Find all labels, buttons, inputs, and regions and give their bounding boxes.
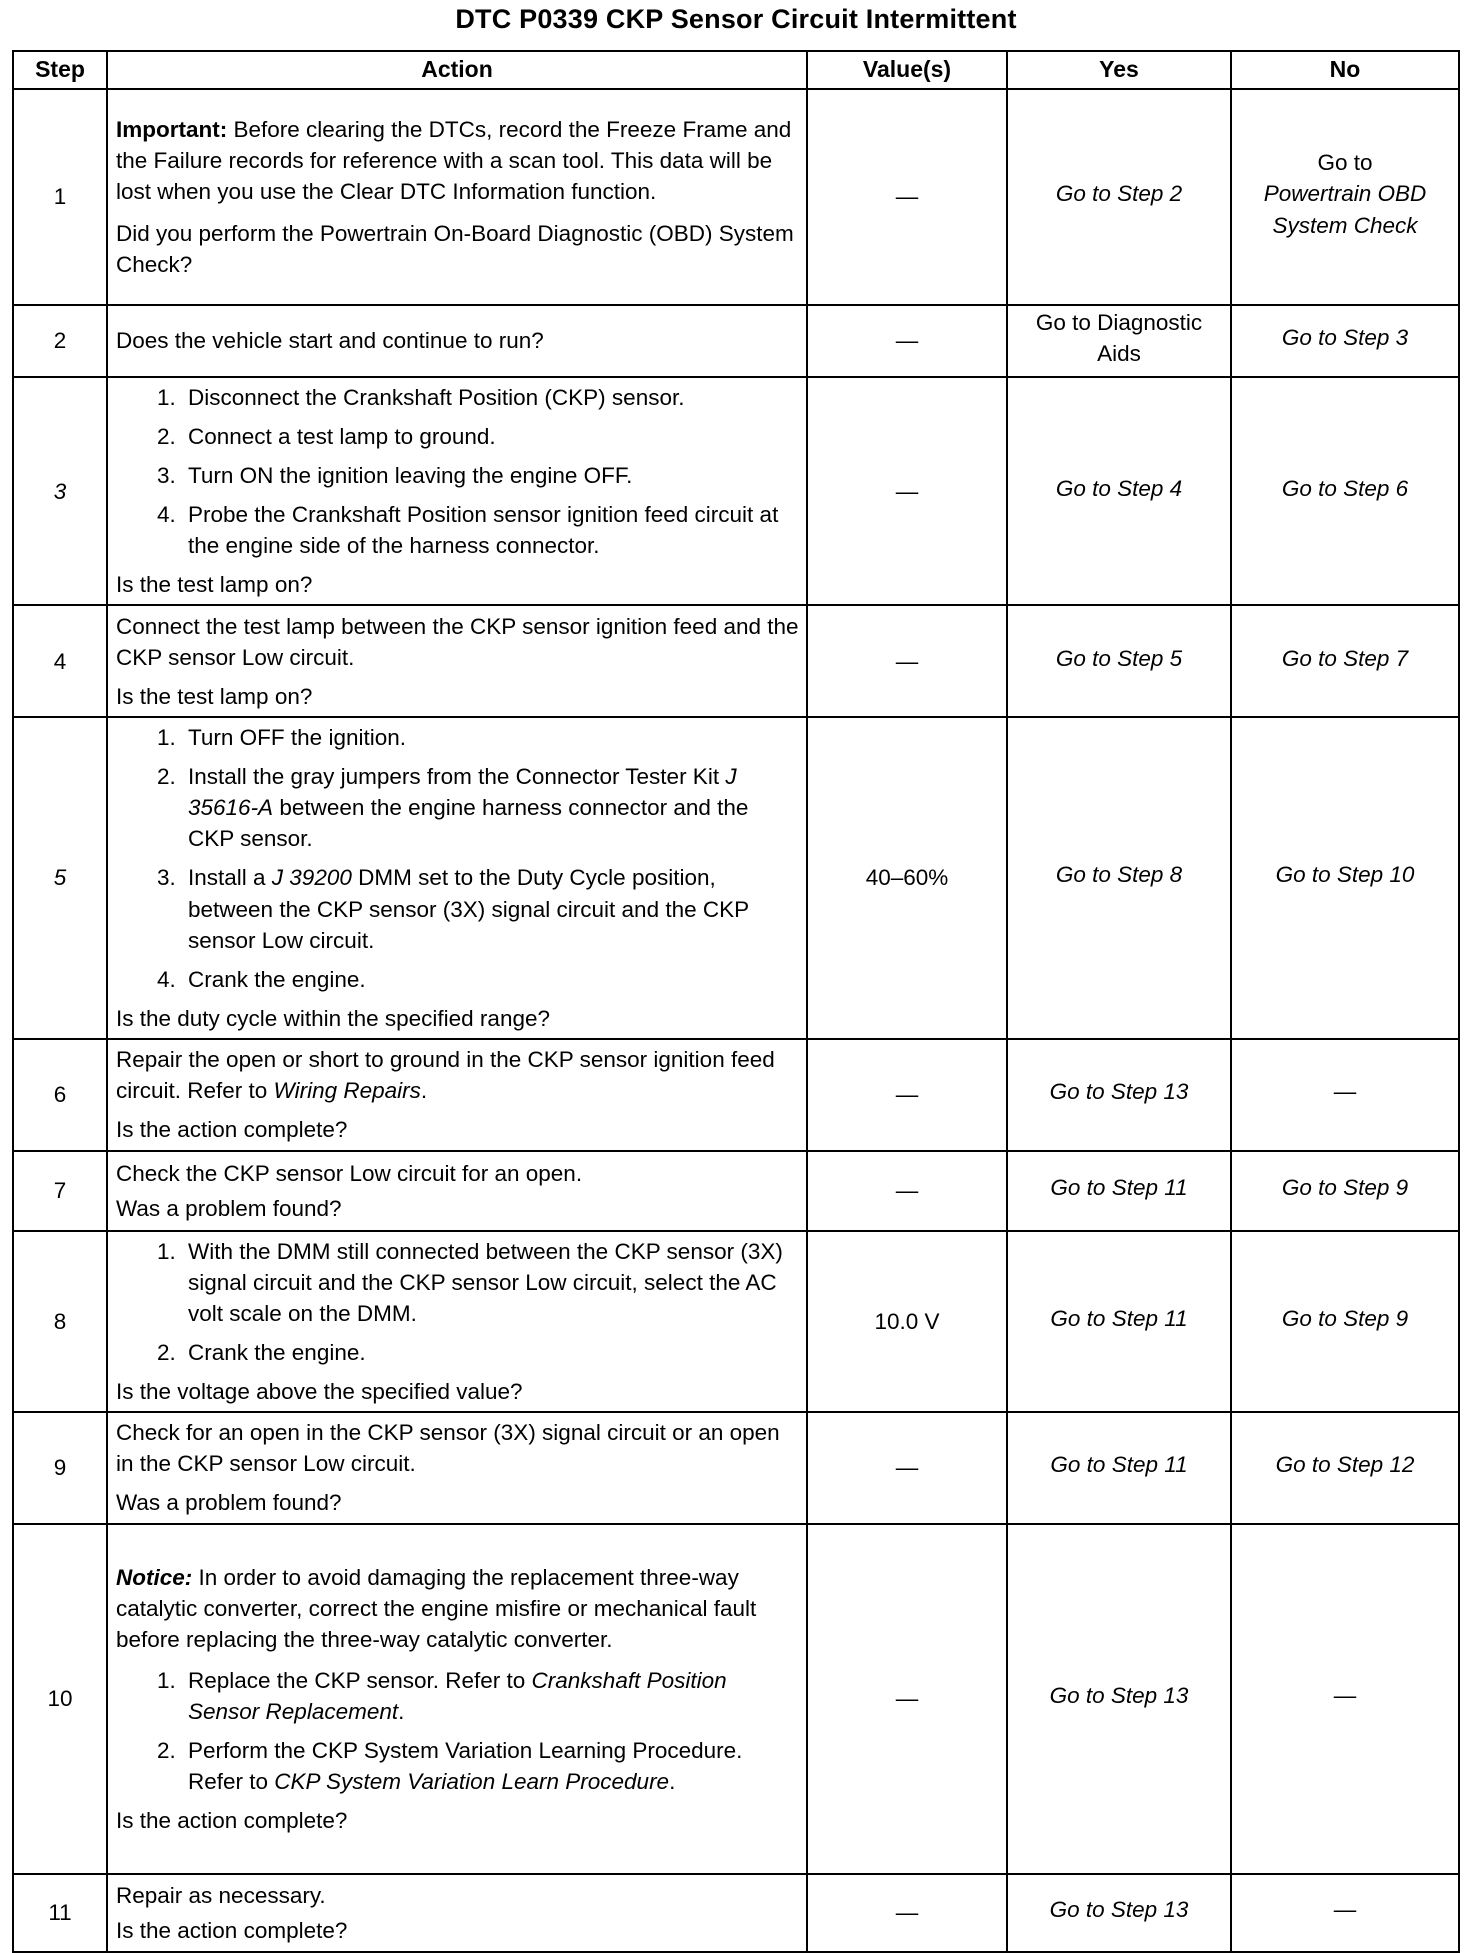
list-item xyxy=(182,1665,800,1727)
value-cell: — xyxy=(807,305,1007,377)
list-item: 2. Crank the engine. xyxy=(182,1337,800,1368)
yes-cell: Go to Step 13 xyxy=(1007,1524,1231,1874)
value-cell: — xyxy=(807,1412,1007,1524)
yes-cell: Go to Step 11 xyxy=(1007,1151,1231,1231)
notice-text: In order to avoid damaging the replacement three-way catalytic converter, correct the engine misfire or mechanical fault before replacing the three-way catalytic converter. xyxy=(116,1564,757,1652)
action-question: Is the action complete? xyxy=(116,1117,348,1143)
no-cell: Go to Step 10 xyxy=(1231,717,1459,1038)
action-question: Did you perform the Powertrain On-Board Diagnostic (OBD) System Check? xyxy=(116,220,794,277)
manual-reference: Wiring Repairs xyxy=(273,1078,421,1104)
list-item-text: Perform the CKP System Variation Learning Procedure. Refer to xyxy=(188,1737,743,1795)
header-no: No xyxy=(1231,51,1459,89)
action-cell xyxy=(107,1231,807,1412)
no-cell xyxy=(1231,89,1459,305)
no-prefix: Go to xyxy=(1317,150,1373,176)
value-cell: 10.0 V xyxy=(807,1231,1007,1412)
list-item: 2. Connect a test lamp to ground. xyxy=(182,421,800,452)
no-cell: Go to Step 3 xyxy=(1231,305,1459,377)
table-row xyxy=(13,1039,1459,1151)
tool-reference: J 35616-A xyxy=(188,764,737,821)
tool-reference: J 39200 xyxy=(271,865,352,891)
notice-note xyxy=(116,1562,800,1655)
no-cell: Go to Step 6 xyxy=(1231,377,1459,605)
action-text: Check for an open in the CKP sensor (3X) signal circuit or an open in the CKP sensor Low circuit. xyxy=(116,1420,780,1477)
step-number: 10 xyxy=(13,1524,107,1874)
value-cell: — xyxy=(807,89,1007,305)
important-label: Important: xyxy=(116,117,228,143)
action-question: Does the vehicle start and continue to run? xyxy=(116,328,544,354)
procedure-list xyxy=(116,382,800,561)
important-note xyxy=(116,114,800,207)
header-step: Step xyxy=(13,51,107,89)
action-cell xyxy=(107,1039,807,1151)
table-row xyxy=(13,377,1459,605)
yes-cell: Go to Step 13 xyxy=(1007,1039,1231,1151)
value-cell: — xyxy=(807,377,1007,605)
value-cell: — xyxy=(807,605,1007,717)
procedure-list xyxy=(116,722,800,994)
action-question: Was a problem found? xyxy=(116,1195,342,1221)
header-yes: Yes xyxy=(1007,51,1231,89)
yes-cell: Go to Step 5 xyxy=(1007,605,1231,717)
step-number: 4 xyxy=(13,605,107,717)
table-row xyxy=(13,717,1459,1038)
procedure-list xyxy=(116,1236,800,1368)
table-row xyxy=(13,1524,1459,1874)
action-question: Is the test lamp on? xyxy=(116,683,313,709)
yes-cell: Go to Step 2 xyxy=(1007,89,1231,305)
action-question: Is the action complete? xyxy=(116,1917,348,1943)
yes-cell: Go to Step 4 xyxy=(1007,377,1231,605)
action-text xyxy=(116,1044,800,1106)
step-number: 7 xyxy=(13,1151,107,1231)
list-item: 4. Crank the engine. xyxy=(182,964,800,995)
action-question: Is the duty cycle within the specified range? xyxy=(116,1005,550,1031)
action-cell xyxy=(107,377,807,605)
table-row xyxy=(13,1874,1459,1952)
value-cell: 40–60% xyxy=(807,717,1007,1038)
action-text: Repair as necessary. xyxy=(116,1882,326,1908)
action-cell xyxy=(107,1151,807,1231)
step-number: 8 xyxy=(13,1231,107,1412)
action-cell xyxy=(107,1524,807,1874)
step-number: 3 xyxy=(13,377,107,605)
table-header-row xyxy=(13,51,1459,89)
value-cell: — xyxy=(807,1524,1007,1874)
step-number: 1 xyxy=(13,89,107,305)
no-cell: Go to Step 9 xyxy=(1231,1151,1459,1231)
action-text-part: . xyxy=(420,1078,428,1104)
yes-cell: Go to Step 8 xyxy=(1007,717,1231,1038)
no-cell: — xyxy=(1231,1039,1459,1151)
step-number: 6 xyxy=(13,1039,107,1151)
action-cell xyxy=(107,1874,807,1952)
no-cell: Go to Step 7 xyxy=(1231,605,1459,717)
list-item: 1. Disconnect the Crankshaft Position (CKP) sensor. xyxy=(182,382,800,413)
value-cell: — xyxy=(807,1874,1007,1952)
list-item-text: Install the gray jumpers from the Connector Tester Kit xyxy=(188,764,726,790)
list-item-text: DMM set to the Duty Cycle position, between the CKP sensor (3X) signal circuit and the CKP sensor Low circuit. xyxy=(188,865,749,953)
action-cell xyxy=(107,605,807,717)
page-title: DTC P0339 CKP Sensor Circuit Intermittent xyxy=(455,4,1017,34)
step-number: 2 xyxy=(13,305,107,377)
procedure-list xyxy=(116,1665,800,1797)
list-item: 1. Turn OFF the ignition. xyxy=(182,722,800,753)
list-item-text: Install a xyxy=(188,865,272,891)
manual-reference: CKP System Variation Learn Procedure xyxy=(274,1769,670,1795)
list-item-text: Replace the CKP sensor. Refer to xyxy=(188,1667,532,1693)
value-cell: — xyxy=(807,1039,1007,1151)
action-cell xyxy=(107,305,807,377)
action-cell xyxy=(107,717,807,1038)
action-question: Is the voltage above the specified value? xyxy=(116,1378,523,1404)
header-values: Value(s) xyxy=(807,51,1007,89)
list-item: 1. With the DMM still connected between the CKP sensor (3X) signal circuit and the CKP sensor Low circuit, select the AC volt scale on the DMM. xyxy=(182,1236,800,1329)
action-cell xyxy=(107,89,807,305)
step-number: 11 xyxy=(13,1874,107,1952)
table-row xyxy=(13,89,1459,305)
action-question: Is the test lamp on? xyxy=(116,572,313,598)
header-action: Action xyxy=(107,51,807,89)
diagnostic-table xyxy=(12,50,1460,1953)
list-item-text: . xyxy=(669,1769,676,1795)
no-cell: — xyxy=(1231,1524,1459,1874)
step-number: 5 xyxy=(13,717,107,1038)
table-row xyxy=(13,1151,1459,1231)
no-cell: — xyxy=(1231,1874,1459,1952)
action-text: Connect the test lamp between the CKP sensor ignition feed and the CKP sensor Low circuit. xyxy=(116,613,799,670)
manual-reference: Crankshaft Position Sensor Replacement xyxy=(188,1667,727,1724)
no-target: Powertrain OBD System Check xyxy=(1263,181,1427,238)
important-text: Before clearing the DTCs, record the Freeze Frame and the Failure records for reference with a scan tool. This data will be lost when you use the Clear DTC Information function. xyxy=(116,117,792,205)
no-cell: Go to Step 9 xyxy=(1231,1231,1459,1412)
table-row xyxy=(13,305,1459,377)
list-item xyxy=(182,862,800,955)
action-text-part: Repair the open or short to ground in the CKP sensor ignition feed circuit. Refer to xyxy=(116,1047,775,1104)
action-question: Was a problem found? xyxy=(116,1490,342,1516)
yes-cell: Go to Diagnostic Aids xyxy=(1007,305,1231,377)
value-cell: — xyxy=(807,1151,1007,1231)
table-row xyxy=(13,1412,1459,1524)
table-row xyxy=(13,1231,1459,1412)
table-row xyxy=(13,605,1459,717)
list-item-text: between the engine harness connector and the CKP sensor. xyxy=(188,795,749,852)
notice-label: Notice: xyxy=(116,1564,193,1590)
no-cell: Go to Step 12 xyxy=(1231,1412,1459,1524)
list-item: 3. Turn ON the ignition leaving the engine OFF. xyxy=(182,460,800,491)
list-item: 4. Probe the Crankshaft Position sensor ignition feed circuit at the engine side of the harness connector. xyxy=(182,499,800,561)
yes-cell: Go to Step 13 xyxy=(1007,1874,1231,1952)
yes-cell: Go to Step 11 xyxy=(1007,1412,1231,1524)
list-item xyxy=(182,1735,800,1797)
action-cell xyxy=(107,1412,807,1524)
step-number: 9 xyxy=(13,1412,107,1524)
yes-cell: Go to Step 11 xyxy=(1007,1231,1231,1412)
list-item-text: . xyxy=(398,1698,405,1724)
action-text: Check the CKP sensor Low circuit for an open. xyxy=(116,1160,583,1186)
action-question: Is the action complete? xyxy=(116,1808,348,1834)
list-item xyxy=(182,761,800,854)
